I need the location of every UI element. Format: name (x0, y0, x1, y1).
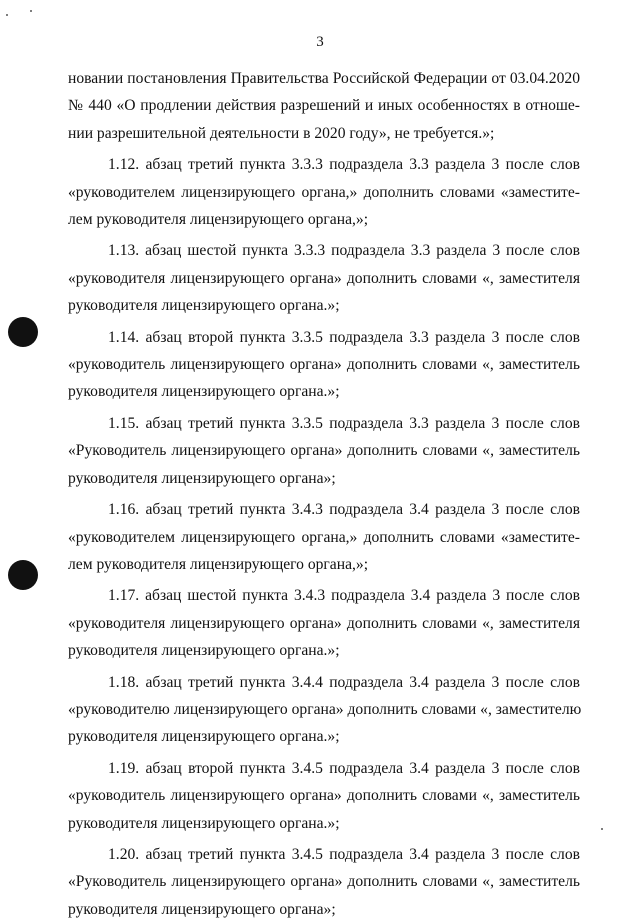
text-line: 1.17. абзац шестой пункта 3.4.3 подраздела 3.4 раздела 3 после слов (108, 587, 580, 605)
text-line: руководителя лицензирующего органа»; (68, 469, 336, 487)
text-line: «руководителем лицензирующего органа,» дополнить словами «заместите- (68, 183, 580, 201)
text-line: «руководитель лицензирующего органа» дополнить словами «, заместитель (68, 787, 580, 805)
text-line: нии разрешительной деятельности в 2020 году», не требуется.»; (68, 124, 495, 142)
text-line: 1.15. абзац третий пункта 3.3.5 подраздела 3.3 раздела 3 после слов (108, 414, 580, 432)
amendment-item-1-20 (68, 841, 580, 923)
amendment-item-1-15 (68, 410, 580, 492)
text-line: «Руководитель лицензирующего органа» дополнить словами «, заместитель (68, 442, 580, 460)
text-line: «Руководитель лицензирующего органа» дополнить словами «, заместитель (68, 873, 580, 891)
text-line: 1.13. абзац шестой пункта 3.3.3 подраздела 3.3 раздела 3 после слов (108, 242, 580, 260)
amendment-item-1-12 (68, 151, 580, 233)
amendment-item-1-18 (68, 669, 580, 751)
text-line: лем руководителя лицензирующего органа,»; (68, 211, 369, 229)
text-line: «руководителя лицензирующего органа» дополнить словами «, заместителя (68, 269, 580, 287)
amendment-item-1-14 (68, 324, 580, 406)
text-line: 1.18. абзац третий пункта 3.4.4 подраздела 3.4 раздела 3 после слов (108, 673, 580, 691)
text-line: руководителя лицензирующего органа.»; (68, 297, 340, 315)
text-line: «руководителем лицензирующего органа,» дополнить словами «заместите- (68, 528, 580, 546)
text-line: руководителя лицензирующего органа»; (68, 900, 336, 918)
text-line: руководителя лицензирующего органа.»; (68, 642, 340, 660)
text-line: 1.16. абзац третий пункта 3.4.3 подраздела 3.4 раздела 3 после слов (108, 501, 580, 519)
page-number: 3 (316, 34, 324, 50)
text-line: новании постановления Правительства Российской Федерации от 03.04.2020 (68, 70, 580, 87)
text-line: 1.14. абзац второй пункта 3.3.5 подраздела 3.3 раздела 3 после слов (108, 328, 580, 346)
text-line: 1.12. абзац третий пункта 3.3.3 подраздела 3.3 раздела 3 после слов (108, 156, 580, 174)
punch-hole-bottom (8, 560, 38, 590)
text-line: лем руководителя лицензирующего органа,»; (68, 555, 369, 573)
text-line: 1.20. абзац третий пункта 3.4.5 подраздела 3.4 раздела 3 после слов (108, 845, 580, 863)
amendment-item-1-16 (68, 496, 580, 578)
scan-speck (601, 828, 603, 830)
text-line: руководителя лицензирующего органа.»; (68, 728, 340, 746)
punch-hole-top (8, 317, 38, 347)
scan-speck (30, 10, 32, 12)
text-line: «руководитель лицензирующего органа» дополнить словами «, заместитель (68, 356, 580, 374)
amendment-item-1-17 (68, 582, 580, 664)
amendment-item-1-19 (68, 755, 580, 837)
scan-speck (6, 14, 8, 16)
text-line: руководителя лицензирующего органа.»; (68, 383, 340, 401)
text-line: руководителя лицензирующего органа.»; (68, 814, 340, 832)
text-line: № 440 «О продлении действия разрешений и иных особенностях в отноше- (68, 97, 580, 115)
document-body (68, 65, 580, 923)
amendment-item-1-13 (68, 237, 580, 319)
text-line: 1.19. абзац второй пункта 3.4.5 подраздела 3.4 раздела 3 после слов (108, 759, 580, 777)
text-line: «руководителя лицензирующего органа» дополнить словами «, заместителя (68, 614, 580, 632)
text-line: «руководителю лицензирующего органа» дополнить словами «, заместителю (68, 700, 582, 718)
intro-paragraph (68, 65, 580, 147)
